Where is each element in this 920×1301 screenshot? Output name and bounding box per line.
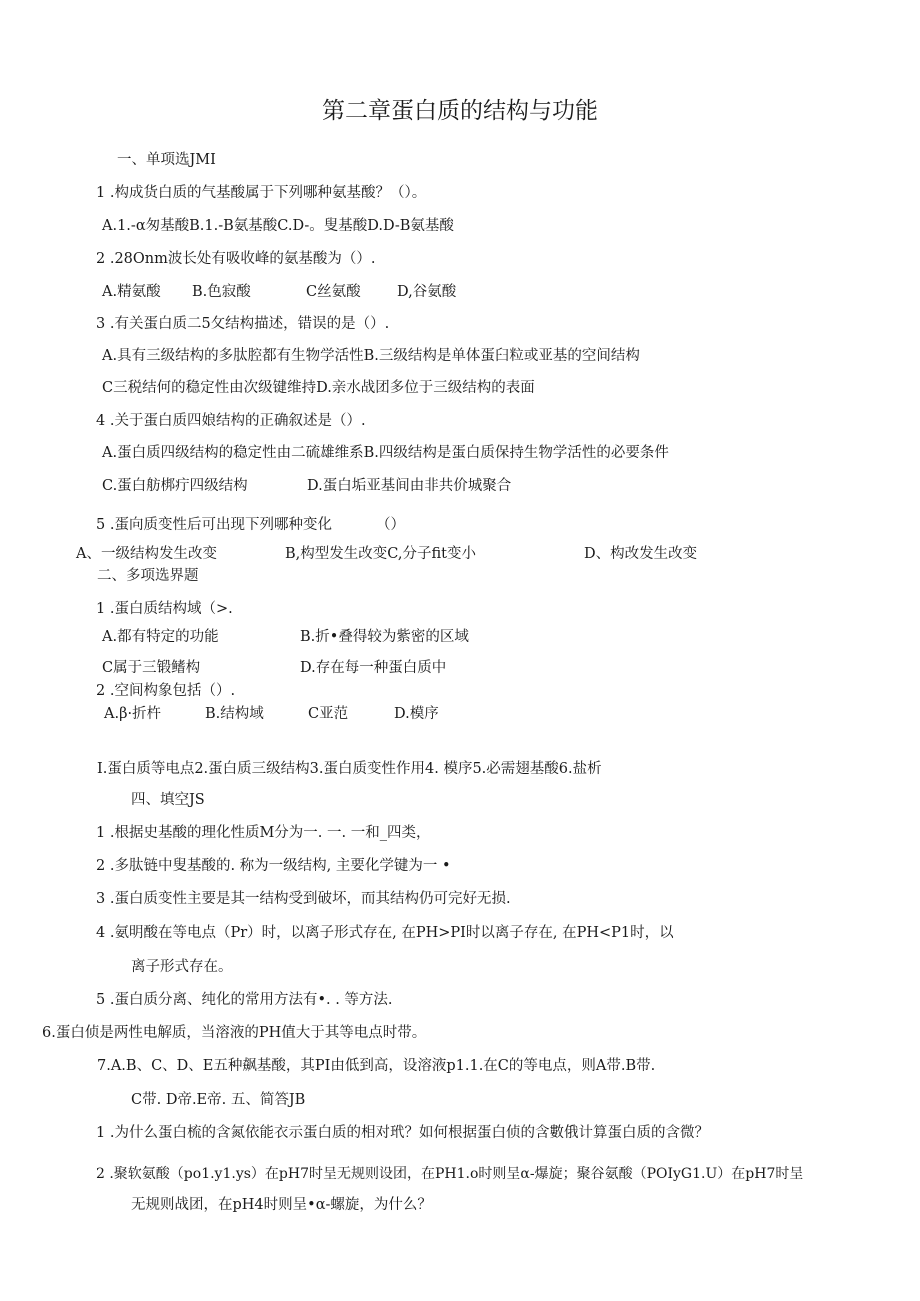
question-text: 1 .构成货白质的气基酸属于下列哪种氨基酸？（）。 — [96, 185, 427, 201]
option-text: A.都有特定的功能 — [102, 629, 219, 645]
question-text: 5 .蛋白质分离、纯化的常用方法有•. . 等方法. — [96, 992, 393, 1008]
question-text: 2 .多肽链中叟基酸的. 称为一级结构, 主要化学键为一 • — [96, 858, 451, 874]
option-text: A.精氨酸 — [102, 284, 161, 300]
answer-blank: （） — [376, 517, 405, 533]
question-text: 4 .关于蛋白质四娘结构的正确叙述是（）. — [96, 413, 366, 429]
question-text: 3 .蛋白质变性主要是其一结构受到破坏，而其结构仍可完好无损. — [96, 891, 511, 907]
option-text: C三税结何的稳定性由次级键维持D.亲水战团多位于三级结构的表面 — [102, 380, 535, 396]
option-text: D、构改发生改变 — [584, 546, 698, 562]
option-text: B,构型发生改变C,分子fit变小 — [285, 546, 476, 562]
option-text: A.具有三级结构的多肽腔都有生物学活性B.三级结构是单体蛋臼粒或亚基的空间结构 — [102, 348, 640, 364]
question-text: 4 .氨明酸在等电点（Pr）时，以离子形式存在, 在PH>PI时以离子存在, 在PH<P1时，以 — [96, 925, 674, 941]
option-text: C.蛋白舫梆疔四级结构 — [102, 478, 248, 494]
option-text: D.存在每一种蛋白质中 — [300, 660, 447, 676]
option-text: B.折•叠得较为紫密的区域 — [300, 629, 469, 645]
question-text: 1 .为什么蛋白梳的含氮依能衣示蛋白质的相对玳？如何根据蛋白侦的含數俄计算蛋白质的含微？ — [96, 1125, 709, 1141]
option-text: C亚范 — [308, 706, 349, 722]
term-list: I.蛋白质等电点2.蛋白质三级结构3.蛋白质变性作用4. 模序5.必需翅基酸6.盐析 — [97, 761, 602, 777]
option-text: D.蛋白垢亚基间由非共价城聚合 — [307, 478, 512, 494]
question-text-continuation: 无规则战团，在pH4时则呈•α-螺旋，为什么？ — [131, 1197, 432, 1213]
section-heading-single-choice: 一、单项选JMI — [117, 152, 216, 168]
question-text: 3 .有关蛋白质二5攵结构描述，错误的是（）. — [96, 316, 390, 332]
option-text: A.β·折杵 — [104, 706, 162, 722]
option-text: D.模序 — [394, 706, 439, 722]
section-heading-short-answer: C带. D帝.E帝. 五、简答JB — [131, 1092, 306, 1108]
option-text: B.结构域 — [205, 706, 264, 722]
question-text: 2 .聚软氨酸（po1.y1.ys）在pH7时呈无规则设团，在PH1.o时则呈α-爆旋；聚谷氨酸（POIyG1.U）在pH7时呈 — [96, 1166, 804, 1182]
page-title: 第二章蛋白质的结构与功能 — [322, 98, 598, 124]
section-heading-multiple-choice: 二、多项选界题 — [97, 568, 199, 584]
question-text: 2 .28Onm波长处有吸收峰的氨基酸为（）. — [96, 251, 376, 267]
option-text: D,谷氨酸 — [397, 284, 457, 300]
option-text: C丝氨酸 — [306, 284, 361, 300]
question-text: 7.A.B、C、D、E五种飙基酸，其PI由低到高，设溶液p1.1.在C的等电点，则A带.B带. — [97, 1058, 656, 1074]
question-text: 1 .根据史基酸的理化性质M分为一. 一. 一和_四类， — [96, 825, 431, 841]
question-text: 5 .蛋向质变性后可出现下列哪种变化 — [96, 517, 332, 533]
section-heading-fill-blank: 四、填空JS — [131, 792, 205, 808]
option-text: A.蛋白质四级结构的稳定性由二硫雄维系B.四级结构是蛋白质保持生物学活性的必要条件 — [102, 445, 669, 461]
option-text: A、一级结构发生改变 — [76, 546, 217, 562]
option-text: A.1.-α匆基酸B.1.-B氨基酸C.D-。叟基酸D.D-B氨基酸 — [102, 218, 454, 234]
option-text: C属于三锻鳍构 — [102, 660, 201, 676]
option-text: B.色寂酸 — [192, 284, 251, 300]
question-text: 6.蛋白侦是两性电解质，当溶液的PH值大于其等电点时带。 — [42, 1025, 427, 1041]
question-text: 2 .空间构象包括（）. — [96, 683, 236, 699]
question-text: 1 .蛋白质结构域（>. — [96, 601, 233, 617]
question-text-continuation: 离子形式存在。 — [131, 959, 233, 975]
